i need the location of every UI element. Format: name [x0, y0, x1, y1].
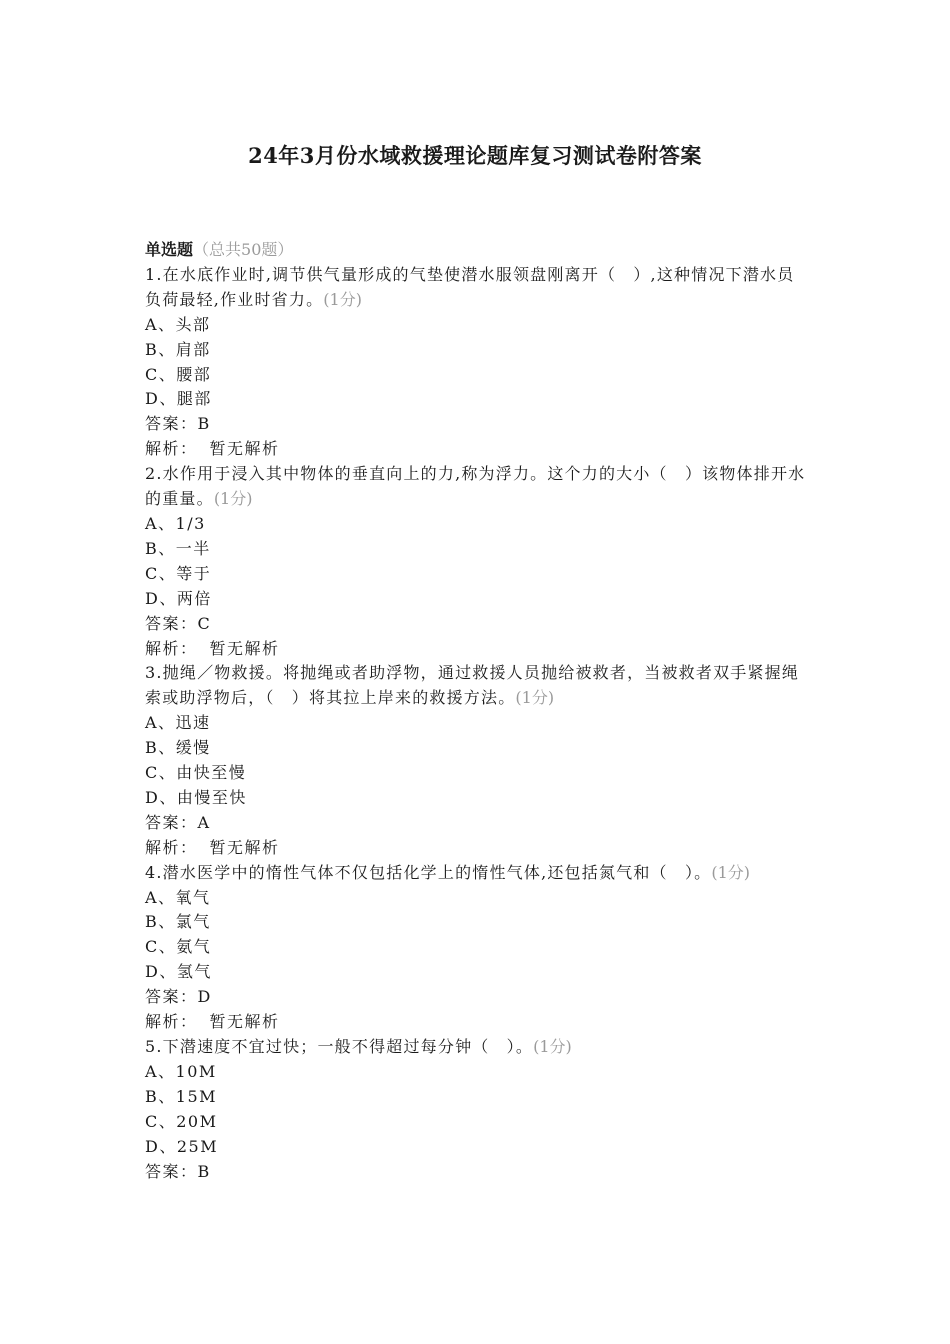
answer: 答案：A	[145, 812, 211, 832]
option-b: B、氯气	[145, 912, 211, 932]
question-stem	[145, 861, 810, 886]
page-title: 24年3月份水域救援理论题库复习测试卷附答案	[248, 143, 702, 168]
question-stem	[145, 263, 810, 313]
question-stem	[145, 661, 810, 711]
option-a: A、迅速	[145, 713, 211, 733]
question-stem	[145, 462, 810, 512]
section-note: （总共50题）	[193, 240, 294, 259]
option-c: C、氨气	[145, 937, 212, 957]
analysis-text: 暂无解析	[209, 439, 280, 459]
question-stem-text: 1.在水底作业时,调节供气量形成的气垫使潜水服领盘刚离开（ ）,这种情况下潜水员负荷最轻,作业时省力。	[145, 264, 795, 309]
option-c: C、腰部	[145, 364, 212, 384]
section-heading	[145, 238, 810, 263]
question-stem-text: 4.潜水医学中的惰性气体不仅包括化学上的惰性气体,还包括氮气和（ ）。	[145, 862, 712, 882]
option-b: B、一半	[145, 538, 211, 558]
question-3	[145, 661, 810, 860]
question-stem-text: 5.下潜速度不宜过快；一般不得超过每分钟（ ）。	[145, 1037, 534, 1056]
option-a: A、1/3	[145, 513, 206, 533]
answer: 答案：C	[145, 613, 212, 633]
option-d: D、25M	[145, 1136, 219, 1156]
analysis-text: 暂无解析	[209, 837, 280, 857]
analysis	[145, 1010, 810, 1035]
question-4	[145, 861, 810, 1035]
question-stem-text: 3.抛绳／物救援。将抛绳或者助浮物，通过救援人员抛给被救者，当被救者双手紧握绳索或助浮物后，（ ）将其拉上岸来的救援方法。	[145, 663, 800, 708]
answer: 答案：D	[145, 987, 212, 1007]
analysis-text: 暂无解析	[209, 1012, 280, 1032]
question-2	[145, 462, 810, 661]
question-stem-text: 2.水作用于浸入其中物体的垂直向上的力,称为浮力。这个力的大小（ ）该物体排开水的重量。	[145, 464, 806, 509]
option-d: D、由慢至快	[145, 787, 247, 807]
analysis-label: 解析：	[145, 638, 198, 658]
option-d: D、氢气	[145, 962, 212, 982]
option-c: C、由快至慢	[145, 763, 247, 783]
option-b: B、肩部	[145, 339, 211, 359]
question-score: (1分)	[213, 489, 253, 509]
question-list	[145, 238, 810, 1184]
option-d: D、腿部	[145, 389, 212, 409]
question-1	[145, 263, 810, 462]
option-d: D、两倍	[145, 588, 212, 608]
answer: 答案：B	[145, 414, 211, 434]
option-a: A、氧气	[145, 887, 211, 907]
section-heading-label: 单选题	[145, 240, 194, 259]
analysis-label: 解析：	[145, 439, 198, 459]
option-b: B、缓慢	[145, 738, 211, 758]
option-c: C、等于	[145, 563, 212, 583]
option-a: A、10M	[145, 1061, 217, 1081]
analysis	[145, 637, 810, 662]
analysis	[145, 437, 810, 462]
question-score: (1分)	[323, 289, 362, 309]
option-c: C、20M	[145, 1111, 218, 1131]
question-score: (1分)	[515, 688, 555, 708]
question-5	[145, 1035, 810, 1184]
answer: 答案：B	[145, 1161, 211, 1181]
question-stem	[145, 1035, 810, 1060]
analysis-text: 暂无解析	[209, 638, 280, 658]
analysis	[145, 836, 810, 861]
question-score: (1分)	[711, 862, 751, 882]
option-b: B、15M	[145, 1086, 218, 1106]
analysis-label: 解析：	[145, 1012, 198, 1032]
analysis-label: 解析：	[145, 837, 198, 857]
question-score: (1分)	[533, 1037, 572, 1056]
option-a: A、头部	[145, 314, 211, 334]
